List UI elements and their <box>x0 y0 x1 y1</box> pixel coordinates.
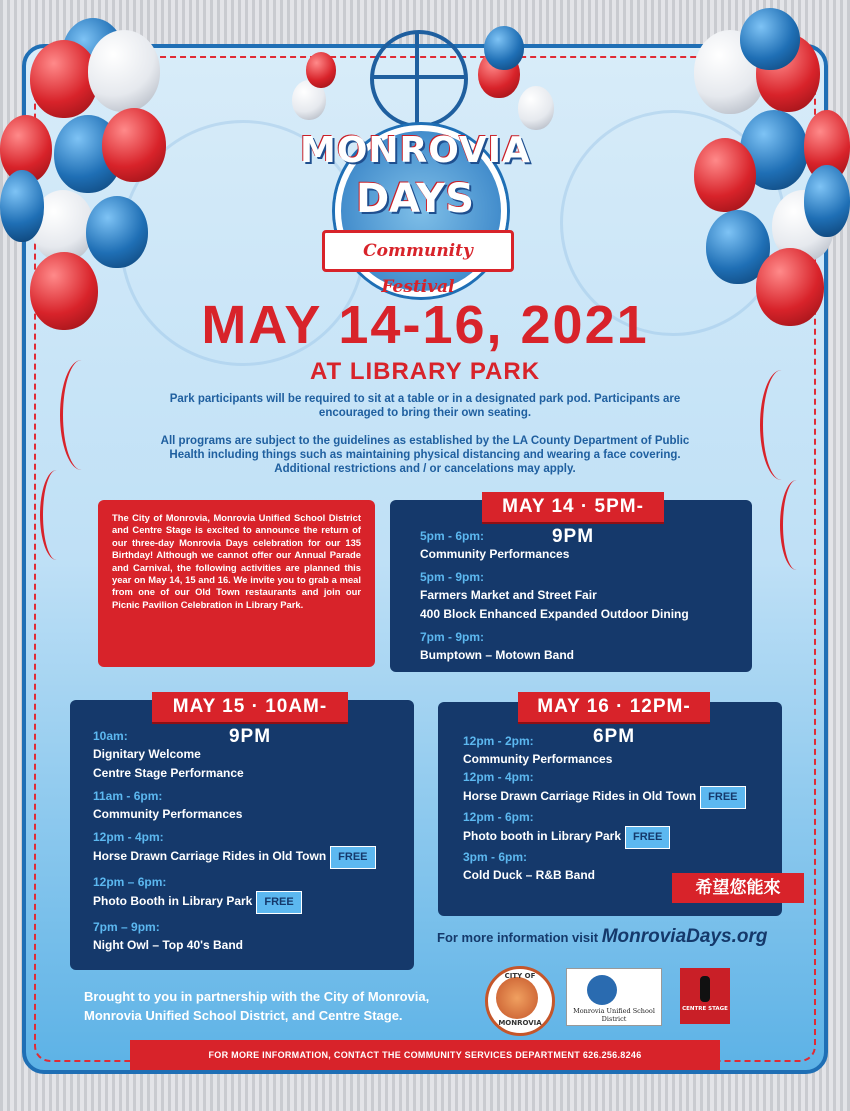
monrovia-days-logo <box>300 30 532 297</box>
free-badge: FREE <box>256 891 301 914</box>
monrovia-unified-school-district-logo <box>566 968 662 1026</box>
schedule-time: 12pm - 6pm: <box>463 810 534 824</box>
logo-banner: Community Festival <box>322 230 514 272</box>
may16-list <box>463 733 746 885</box>
schedule-time: 10am: <box>93 729 128 743</box>
balloon-icon <box>804 165 850 237</box>
partners-text: Brought to you in partnership with the City of Monrovia, Monrovia Unified School District, and Centre Stage. <box>84 989 430 1023</box>
centre-stage-figure-icon <box>700 976 710 1002</box>
balloon-icon <box>694 138 756 212</box>
may14-list <box>420 528 689 665</box>
logo-subtitle: DAYS <box>355 176 475 222</box>
balloon-icon <box>86 196 148 268</box>
schedule-event: 400 Block Enhanced Expanded Outdoor Dining <box>420 607 689 621</box>
event-venue: AT LIBRARY PARK <box>309 358 541 385</box>
schedule-time: 12pm - 2pm: <box>463 734 534 748</box>
schedule-event-label: Horse Drawn Carriage Rides in Old Town <box>93 849 327 863</box>
schedule-event: Cold Duck – R&B Band <box>463 868 596 882</box>
city-logo-top-text: CITY OF <box>504 972 536 980</box>
more-info-line <box>437 926 767 948</box>
schedule-event <box>463 826 746 849</box>
schedule-event: Farmers Market and Street Fair <box>420 588 597 602</box>
logo-title: MONROVIA <box>300 130 532 171</box>
schedule-event: Community Performances <box>93 807 243 821</box>
city-seal-inner <box>496 977 538 1019</box>
schedule-event: Bumptown – Motown Band <box>420 648 574 662</box>
balloon-icon <box>88 30 160 112</box>
schedule-time: 12pm - 4pm: <box>463 770 534 784</box>
schedule-time: 12pm – 6pm: <box>93 875 167 889</box>
schedule-event: Community Performances <box>420 547 570 561</box>
schedule-time: 7pm - 9pm: <box>420 630 485 644</box>
free-badge: FREE <box>625 826 670 849</box>
schedule-time: 7pm – 9pm: <box>93 920 160 934</box>
intro-box <box>98 500 375 667</box>
ribbon-curl <box>780 480 813 570</box>
schedule-event: Centre Stage Performance <box>93 766 244 780</box>
seating-note: Park participants will be required to sit at a table or in a designated park pod. Participants are encouraged to bring their own seating. <box>169 393 681 419</box>
schedule-time: 12pm - 4pm: <box>93 830 164 844</box>
schedule-event <box>93 891 376 914</box>
event-dates: MAY 14-16, 2021 <box>201 295 649 355</box>
schedule-time: 5pm - 6pm: <box>420 529 485 543</box>
footer-banner: FOR MORE INFORMATION, CONTACT THE COMMUNITY SERVICES DEPARTMENT 626.256.8246 <box>130 1040 720 1070</box>
centre-stage-logo <box>680 968 730 1024</box>
chinese-welcome-badge: 希望您能來 <box>672 873 804 903</box>
may15-tag: MAY 15 · 10AM-9PM <box>152 692 348 722</box>
balloon-icon <box>0 170 44 242</box>
ribbon-curl <box>760 370 803 480</box>
city-of-monrovia-logo <box>485 966 555 1036</box>
schedule-time: 5pm - 9pm: <box>420 570 485 584</box>
may15-list <box>93 728 376 955</box>
guidelines-note: All programs are subject to the guidelines as established by the LA County Department of Public Health including things such as maintaining physical distancing and wearing a face covering. Additional restrictions and / or cancelations may apply. <box>160 435 690 475</box>
schedule-time: 3pm - 6pm: <box>463 850 528 864</box>
balloon-icon <box>740 8 800 70</box>
schedule-event: Night Owl – Top 40's Band <box>93 938 243 952</box>
district-logo-icon <box>587 975 617 1005</box>
may14-tag: MAY 14 · 5PM-9PM <box>482 492 664 522</box>
centre-stage-text: CENTRE STAGE <box>682 1006 728 1012</box>
schedule-event-label: Horse Drawn Carriage Rides in Old Town <box>463 789 697 803</box>
schedule-event: Community Performances <box>463 752 613 766</box>
balloon-icon <box>102 108 166 182</box>
intro-text: The City of Monrovia, Monrovia Unified School District and Centre Stage is excited to announce the return of our three-day Monrovia Days celebration for our 135 Birthday! Although we cannot offer our Annual Parade and Carnival, the following activities are planned this year on May 14, 15 and 16. We invite you to grab a meal from one of our Old Town restaurants and join our Picnic Pavilion Celebration in Library Park. <box>112 512 361 610</box>
ferris-wheel-icon <box>370 30 468 128</box>
city-logo-bottom-text: MONROVIA <box>498 1019 542 1027</box>
ribbon-curl <box>40 470 73 560</box>
schedule-event <box>93 846 376 869</box>
schedule-event-label: Photo booth in Library Park <box>463 829 622 843</box>
schedule-event: Dignitary Welcome <box>93 747 201 761</box>
schedule-event <box>463 786 746 809</box>
district-logo-text: Monrovia Unified School District <box>573 1007 655 1023</box>
free-badge: FREE <box>700 786 745 809</box>
schedule-time: 11am - 6pm: <box>93 789 163 803</box>
more-info-prefix: For more information visit <box>437 930 599 945</box>
free-badge: FREE <box>330 846 375 869</box>
website-link[interactable]: MonroviaDays.org <box>601 926 768 947</box>
may16-tag: MAY 16 · 12PM-6PM <box>518 692 710 722</box>
schedule-event-label: Photo Booth in Library Park <box>93 894 253 908</box>
